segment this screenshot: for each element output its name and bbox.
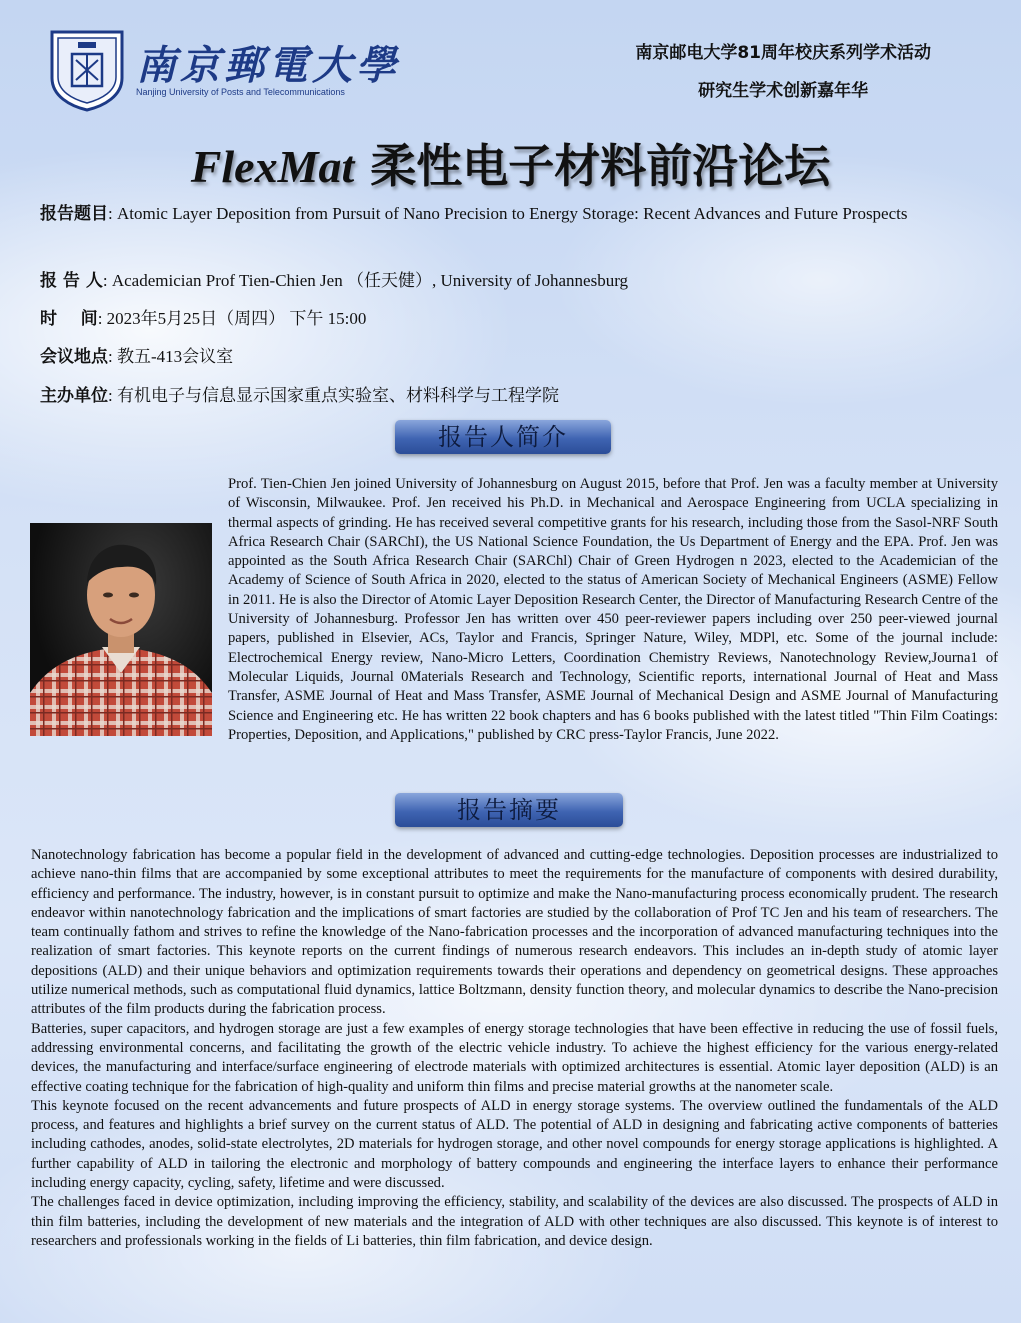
time-label: 时 间 xyxy=(40,309,98,329)
title-cn: 柔性电子材料前沿论坛 xyxy=(354,139,831,193)
venue-label: 会议地点 xyxy=(40,347,108,367)
host-label: 主办单位 xyxy=(40,386,108,406)
topic-sep: : xyxy=(108,204,117,223)
venue-value: 教五-413会议室 xyxy=(116,347,234,366)
university-name-en: Nanjing University of Posts and Telecommunications xyxy=(136,87,345,97)
title-latin: FlexMat xyxy=(190,141,355,192)
abstract-paragraph: Batteries, super capacitors, and hydrogen storage are just a few examples of energy storage technologies that have been effective in reducing the use of fossil fuels, addressing environmental concerns, and facilitating the growth of the electric vehicle industry. To achieve the highest efficiency for the various energy-related devices, the manufacturing and interface/surface engineering of electrode materials with optimized architectures is essential. Atomic layer deposition (ALD) is an effective coating technique for the fabrication of high-quality and uniform thin films and precise material growths at the nanometer scale. xyxy=(31,1020,998,1095)
abstract-paragraph: This keynote focused on the recent advancements and future prospects of ALD in energy storage systems. The overview outlined the fundamentals of the ALD process, and features and highlights a brief survey on the current status of ALD. The potential of ALD in designing and fabricating active components of batteries including cathodes, anodes, solid-state electrolytes, 2D materials for hydrogen storage, and other novel compounds for energy storage applications is highlighted. A further capability of ALD in tailoring the electronic and morphology of battery compounds and engineering the interface layers to enhance their performance including energy capacity, cycling, safety, lifetime and were discussed. xyxy=(31,1097,998,1192)
event-title xyxy=(635,34,931,110)
speaker-photo xyxy=(30,523,212,736)
event-line-2: 研究生学术创新嘉年华 xyxy=(698,81,869,101)
page-title xyxy=(0,130,1021,196)
time-value: 2023年5月25日（周四） 下午 15:00 xyxy=(106,309,367,328)
venue-sep: : xyxy=(108,347,117,366)
time-row xyxy=(40,305,974,333)
bio-heading: 报告人简介 xyxy=(395,420,611,454)
university-name-cn: 南京郵電大學 xyxy=(136,42,400,89)
host-value: 有机电子与信息显示国家重点实验室、材料科学与工程学院 xyxy=(116,386,559,405)
abstract-body xyxy=(31,846,998,1251)
host-sep: : xyxy=(108,386,117,405)
topic-label: 报告题目 xyxy=(40,204,108,224)
abstract-paragraph: Nanotechnology fabrication has become a popular field in the development of advanced and cutting-edge technologies. Deposition processes are industrialized to achieve nano-thin films that are accompanied by some exceptional attributes to meet the requirements for the manufacture of components with desired durability, efficiency and performance. The industry, however, is in constant pursuit to optimize and make the Nano-manufacturing process economically prudent. The research endeavor within nanotechnology fabrication and the implications of smart factories are studied by the collaboration of Prof TC Jen and his team of researchers. The team continually fathom and strives to refine the knowledge of the Nano-fabrication processes and the incorporation of advanced manufacturing techniques into the realization of smart factories. This keynote reports on the current findings of numerous research endeavors. This includes an in-depth study of atomic layer depositions (ALD) and their unique behaviors and optimization requirements towards their operations and dependency on geometrical designs. These approaches utilize numerical methods, such as computational fluid dynamics, lattice Boltzmann, density function theory, and molecular dynamics to describe the Nano-precision attributes of the film products during the fabrication process. xyxy=(31,847,998,1018)
speaker-sep: : xyxy=(102,271,112,290)
host-row xyxy=(40,382,974,410)
university-seal-icon xyxy=(48,28,126,112)
university-logo xyxy=(48,28,400,112)
time-sep: : xyxy=(97,309,107,328)
topic-value: Atomic Layer Deposition from Pursuit of Nano Precision to Energy Storage: Recent Advances and Future Prospects xyxy=(116,204,908,223)
speaker-bio: Prof. Tien-Chien Jen joined University of Johannesburg on August 2015, before that Prof. Jen was a faculty member at University of Wisconsin, Milwaukee. Prof. Jen received his Ph.D. in Mechanical and Aerospace Engineering from UCLA specializing in thermal aspects of grinding. He has received several competitive grants for his research, including those from the Sasol-NRF South Africa Research Chair (SARChI), the US National Science Foundation, the Us Department of Energy and the EPA. Prof. Jen was appointed as the South Africa Research Chair (SARChl) Chair of Green Hydrogen n 2023, elected to the Academician of the Academy of Science of South Africa in 2020, elected to the status of American Society of Mechanical Engineers (ASME) Fellow in 2011. He is also the Director of Atomic Layer Deposition Research Center, the Director of Manufacturing Research Centre of the University of Johannesburg. Professor Jen has written over 450 peer-reviewer papers including over 250 peer-viewed journal papers, published in Elsevier, ACs, Taylor and Francis, Springer Nature, Wiley, MDPl, etc. Some of the journal include: Electrochemical Energy review, Nano-Micro Letters, Coordination Chemistry Reviews, Nanotechnology Review,Journa1 of Molecular Liquids, Journal 0Materials Research and Technology, Scientific reports, international Journal of Heat and Mass Transfer, ASME Journal of Heat and Mass Transfer, ASME Journal of Mechanical Design and ASME Journal of Manufacturing Science and Engineering etc. He has written 22 book chapters and has 6 books published with the latest titled "Thin Film Coatings: Properties, Deposition, and Applications," published by CRC press-Taylor Francis, June 2022. xyxy=(228,476,998,743)
venue-row xyxy=(40,343,974,371)
event-line-1: 南京邮电大学81周年校庆系列学术活动 xyxy=(635,43,931,63)
abstract-paragraph: The challenges faced in device optimization, including improving the efficiency, stability, and scalability of the devices are also discussed. The prospects of ALD in thin film batteries, including the development of new materials and the integration of ALD with other techniques are also discussed. This keynote is of interest to researchers and professionals working in the fields of Li batteries, thin film fabrication, and device design. xyxy=(31,1194,998,1249)
speaker-value: Academician Prof Tien-Chien Jen （任天健）, University of Johannesburg xyxy=(111,271,629,290)
abstract-heading: 报告摘要 xyxy=(395,793,623,827)
speaker-label: 报 告 人 xyxy=(40,271,103,291)
speaker-row xyxy=(40,267,974,295)
topic-row xyxy=(40,200,974,228)
